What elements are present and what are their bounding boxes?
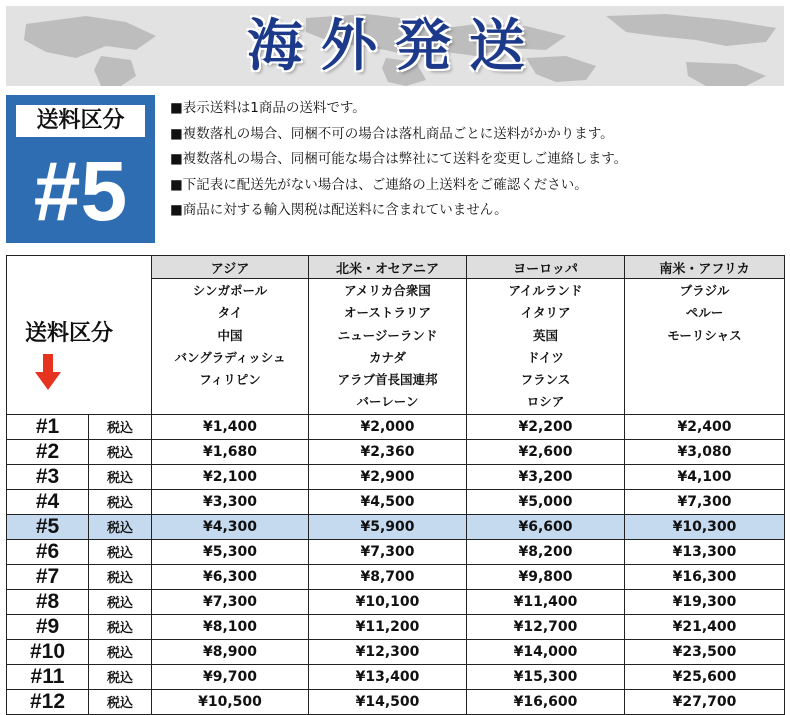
country-name: アイルランド (508, 283, 583, 298)
country-name: アメリカ合衆国 (344, 283, 431, 298)
rate-row (7, 564, 785, 589)
row-tax-label: 税込 (89, 514, 152, 539)
rate-row (7, 539, 785, 564)
row-category-id: #6 (7, 539, 89, 564)
row-tax-label: 税込 (89, 564, 152, 589)
price-cell: ¥5,300 (152, 539, 309, 564)
price-cell: ¥14,000 (467, 639, 625, 664)
price-cell: ¥16,600 (467, 689, 625, 714)
country-name: シンガポール (192, 283, 268, 298)
country-list-asia (152, 279, 309, 415)
country-name: ドイツ (527, 349, 564, 365)
price-cell: ¥1,400 (152, 414, 309, 439)
region-header-north-america-oceania: 北米・オセアニア (309, 256, 467, 279)
row-category-id: #5 (7, 514, 89, 539)
region-header-asia: アジア (152, 256, 309, 279)
price-cell: ¥19,300 (625, 589, 785, 614)
note-item: ■商品に対する輸入関税は配送料に含まれていません。 (170, 202, 508, 218)
row-tax-label: 税込 (89, 439, 152, 464)
country-name: ペルー (685, 305, 724, 321)
price-cell: ¥9,800 (467, 564, 625, 589)
price-cell: ¥6,300 (152, 564, 309, 589)
row-category-id: #3 (7, 464, 89, 489)
price-cell: ¥2,000 (309, 414, 467, 439)
price-cell: ¥7,300 (309, 539, 467, 564)
row-tax-label: 税込 (89, 414, 152, 439)
corner-label: 送料区分 (25, 321, 114, 346)
price-cell: ¥5,000 (467, 489, 625, 514)
badge-label: 送料区分 (16, 105, 145, 137)
price-cell: ¥10,300 (625, 514, 785, 539)
badge-number: #5 (33, 144, 128, 238)
note-item: ■表示送料は1商品の送料です。 (170, 100, 366, 116)
price-cell: ¥11,400 (467, 589, 625, 614)
row-tax-label: 税込 (89, 464, 152, 489)
row-category-id: #8 (7, 589, 89, 614)
price-cell: ¥4,100 (625, 464, 785, 489)
country-name: イタリア (520, 305, 571, 321)
country-list-europe (467, 279, 625, 415)
price-cell: ¥7,300 (625, 489, 785, 514)
rate-row (7, 664, 785, 689)
price-cell: ¥27,700 (625, 689, 785, 714)
country-list-north-america-oceania (309, 279, 467, 415)
price-cell: ¥21,400 (625, 614, 785, 639)
price-cell: ¥8,900 (152, 639, 309, 664)
country-name: タイ (217, 305, 243, 321)
row-category-id: #7 (7, 564, 89, 589)
country-list-south-america-africa (625, 279, 785, 415)
shipping-notes (170, 96, 627, 224)
row-tax-label: 税込 (89, 589, 152, 614)
rate-row (7, 439, 785, 464)
price-cell: ¥6,600 (467, 514, 625, 539)
price-cell: ¥3,300 (152, 489, 309, 514)
country-name: オーストラリア (344, 305, 431, 321)
row-category-id: #10 (7, 639, 89, 664)
banner (6, 6, 784, 86)
country-name: アラブ首長国連邦 (337, 372, 438, 388)
price-cell: ¥4,500 (309, 489, 467, 514)
row-tax-label: 税込 (89, 639, 152, 664)
note-item: ■複数落札の場合、同梱可能な場合は弊社にて送料を変更しご連絡します。 (170, 151, 628, 167)
note-item: ■複数落札の場合、同梱不可の場合は落札商品ごとに送料がかかります。 (170, 125, 614, 142)
table-corner-cell (7, 256, 152, 415)
price-cell: ¥5,900 (309, 514, 467, 539)
country-name: 中国 (217, 327, 243, 343)
price-cell: ¥15,300 (467, 664, 625, 689)
row-tax-label: 税込 (89, 689, 152, 714)
rate-row (7, 689, 785, 714)
country-name: カナダ (369, 349, 406, 365)
price-cell: ¥12,700 (467, 614, 625, 639)
rate-row (7, 639, 785, 664)
price-cell: ¥13,400 (309, 664, 467, 689)
price-cell: ¥16,300 (625, 564, 785, 589)
shipping-category-badge (6, 95, 155, 243)
country-name: ロシア (526, 394, 565, 410)
price-cell: ¥7,300 (152, 589, 309, 614)
price-cell: ¥23,500 (625, 639, 785, 664)
price-cell: ¥8,700 (309, 564, 467, 589)
region-header-europe: ヨーロッパ (467, 256, 625, 279)
row-category-id: #11 (7, 664, 89, 689)
row-category-id: #2 (7, 439, 89, 464)
price-cell: ¥10,500 (152, 689, 309, 714)
down-arrow-icon (35, 354, 61, 390)
price-cell: ¥13,300 (625, 539, 785, 564)
row-category-id: #9 (7, 614, 89, 639)
price-cell: ¥2,900 (309, 464, 467, 489)
rate-row (7, 589, 785, 614)
rate-row (7, 414, 785, 439)
country-name: ブラジル (679, 283, 730, 298)
row-tax-label: 税込 (89, 664, 152, 689)
rate-row (7, 489, 785, 514)
price-cell: ¥2,600 (467, 439, 625, 464)
rate-row (7, 514, 785, 539)
country-name: ニュージーランド (337, 327, 438, 343)
price-cell: ¥2,100 (152, 464, 309, 489)
row-category-id: #1 (7, 414, 89, 439)
price-cell: ¥1,680 (152, 439, 309, 464)
row-category-id: #4 (7, 489, 89, 514)
price-cell: ¥9,700 (152, 664, 309, 689)
price-cell: ¥4,300 (152, 514, 309, 539)
price-cell: ¥2,360 (309, 439, 467, 464)
country-name: バングラディッシュ (174, 349, 286, 365)
shipping-rate-table (6, 255, 785, 715)
region-header-south-america-africa: 南米・アフリカ (625, 256, 785, 279)
price-cell: ¥14,500 (309, 689, 467, 714)
rate-row (7, 614, 785, 639)
price-cell: ¥2,400 (625, 414, 785, 439)
price-cell: ¥8,200 (467, 539, 625, 564)
price-cell: ¥8,100 (152, 614, 309, 639)
price-cell: ¥25,600 (625, 664, 785, 689)
price-cell: ¥3,200 (467, 464, 625, 489)
country-name: バーレーン (356, 394, 419, 410)
price-cell: ¥3,080 (625, 439, 785, 464)
row-tax-label: 税込 (89, 539, 152, 564)
price-cell: ¥2,200 (467, 414, 625, 439)
rate-table-wrapper (6, 255, 784, 715)
row-tax-label: 税込 (89, 489, 152, 514)
rate-row (7, 464, 785, 489)
country-name: フランス (520, 372, 571, 388)
row-tax-label: 税込 (89, 614, 152, 639)
banner-title: 海外発送 (247, 14, 543, 79)
price-cell: ¥11,200 (309, 614, 467, 639)
row-category-id: #12 (7, 689, 89, 714)
price-cell: ¥10,100 (309, 589, 467, 614)
note-item: ■下記表に配送先がない場合は、ご連絡の上送料をご確認ください。 (170, 176, 588, 193)
price-cell: ¥12,300 (309, 639, 467, 664)
country-name: 英国 (532, 327, 558, 343)
country-name: モーリシャス (667, 327, 742, 343)
country-name: フィリピン (199, 372, 261, 388)
